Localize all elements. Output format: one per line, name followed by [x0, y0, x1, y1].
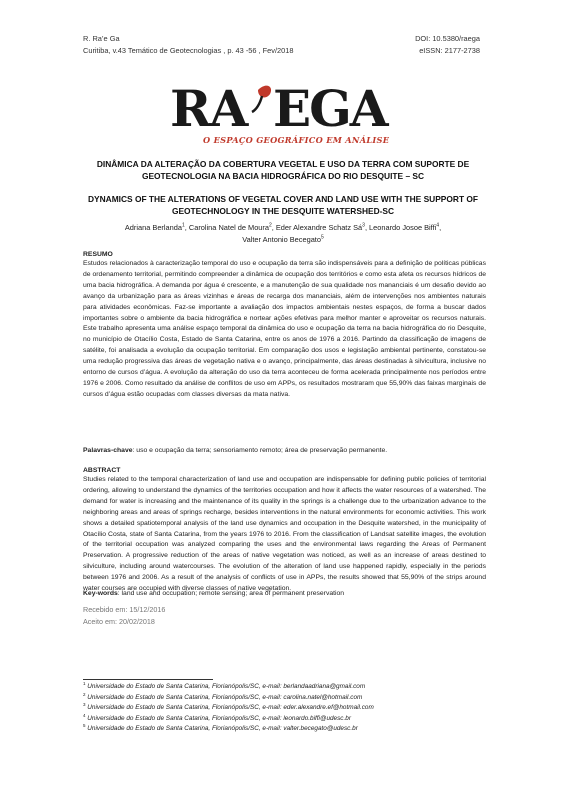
- raega-logo-mark: [170, 80, 400, 132]
- footnote-mark: 1: [83, 680, 86, 686]
- author-name: Adriana Berlanda: [124, 223, 182, 232]
- footnote-text: Universidade do Estado de Santa Catarina, Florianópolis/SC, e-mail: berlandaadriana@gmail.com: [85, 683, 366, 690]
- leaf-apostrophe-icon: [252, 86, 271, 112]
- author-name: Valter Antonio Becegato: [242, 235, 321, 244]
- title-en-line-2: GEOTECHNOLOGY IN THE DESQUITE WATERSHED-SC: [171, 206, 395, 216]
- author-affil-mark: 4: [436, 222, 440, 229]
- doi: DOI: 10.5380/raega: [415, 34, 480, 43]
- resumo-keywords: [83, 446, 486, 457]
- footnote-mark: 2: [83, 691, 86, 697]
- footnote-item: [83, 724, 374, 735]
- logo-tagline: O ESPAÇO GEOGRÁFICO EM ANÁLISE: [203, 135, 390, 145]
- footnote-mark: 4: [83, 712, 86, 718]
- title-en-line-1: DYNAMICS OF THE ALTERATIONS OF VEGETAL COVER AND LAND USE WITH THE SUPPORT OF: [87, 194, 479, 204]
- resumo-heading: RESUMO: [83, 251, 113, 258]
- keywords-label-pt: Palavras-chave: [83, 447, 133, 454]
- footnote-text: Universidade do Estado de Santa Catarina, Florianópolis/SC, e-mail: valter.becegato@udesc.br: [85, 725, 358, 733]
- author-name: Carolina Natel de Moura: [188, 223, 269, 232]
- received-date: Recebido em: 15/12/2016: [83, 605, 166, 614]
- author-name: Leonardo Josoe Biffi: [369, 223, 437, 232]
- author-affil-mark: 1: [181, 222, 185, 229]
- footnote-mark: 5: [83, 723, 86, 729]
- title-pt-line-2: GEOTECNOLOGIA NA BACIA HIDROGRÁFICA DO RIO DESQUITE – SC: [141, 171, 425, 181]
- svg-text:EGA: EGA: [273, 80, 387, 132]
- header-right: [415, 33, 480, 56]
- issue-info: Curitiba, v.43 Temático de Geotecnologias , p. 43 -56 , Fev/2018: [83, 45, 294, 55]
- accepted-date: Aceito em: 20/02/2018: [83, 617, 155, 626]
- footnotes: [83, 682, 374, 735]
- footnote-text: Universidade do Estado de Santa Catarina, Florianópolis/SC, e-mail: leonardo.biffi@udesc.br: [85, 714, 351, 722]
- eissn: eISSN: 2177-2738: [419, 45, 480, 55]
- title-english: [83, 193, 483, 217]
- keywords-pt: : uso e ocupação da terra; sensoriamento remoto; área de preservação permanente.: [132, 447, 388, 454]
- submission-dates: [83, 604, 165, 628]
- author-list: Adriana Berlanda$^1$, Carolina Natel de Moura$^2$, Eder Alexandre Schatz $Sá^3$, Leonardo Josoe Biffi$^4$, Valter Antonio Becegato$^5$: [124, 222, 442, 244]
- author-name: Eder Alexandre Schatz Sá: [275, 223, 363, 232]
- footnote-item: [83, 714, 374, 725]
- title-pt-line-1: DINÂMICA DA ALTERAÇÃO DA COBERTURA VEGETAL E USO DA TERRA COM SUPORTE DE: [96, 159, 470, 169]
- footnote-text: Universidade do Estado de Santa Catarina, Florianópolis/SC, e-mail: carolina.natel@hotmail.com: [85, 693, 363, 701]
- footnote-text: Universidade do Estado de Santa Catarina, Florianópolis/SC, e-mail: eder.alexandre.ef@hotmail.com: [85, 704, 374, 712]
- footnote-divider: [83, 679, 213, 680]
- footnote-item: [83, 682, 374, 693]
- author-affil-mark: 2: [268, 222, 272, 229]
- author-affil-mark: 5: [320, 234, 324, 241]
- abstract-text: Studies related to the temporal characterization of land use and occupation are indispensable for defining public policies of territorial ordering, allowing to understand the dynamics of the territories occupation and how it affects the water resources of a watershed. The demand for water is increasing and the maintenance of its quality in the springs is a challenge due to the urbanization advance to the neighboring areas and areas of springs recharge, besides interventions in the natural environments for economic activities. This work shows a detailed spatiotemporal analysis of the land use dynamics and occupation in the Desquite watershed, in the municipality of Otacílio Costa, state of Santa Catarina, from the years 1976 to 2016. From the classification of Landsat satellite images, the evolution of the territorial occupation was analyzed comparing the uses and the environmental laws regarding the Areas of Permanent Preservation. A progressive reduction of the areas of native vegetation was noticed, as well as an increase of areas destined to silviculture, including around watercourses. The evolution of the alteration of land use happened rapidly, especially in the periods between 1976 and 2006. As a result of the analysis of conflicts of use in APPs, the results showed that 55,90% of the strips around water courses are occupied with diverse classes of native vegetation.: [83, 476, 486, 593]
- keywords-label-en: Key-words: [83, 590, 118, 597]
- keywords-en: : land use and occupation; remote sensing; area of permanent preservation: [117, 590, 345, 597]
- svg-text:RA: RA: [170, 80, 247, 132]
- header-left: [83, 33, 293, 56]
- journal-logo: [170, 80, 400, 155]
- footnote-item: [83, 693, 374, 704]
- footnote-item: [83, 703, 374, 714]
- title-portuguese: [83, 158, 483, 182]
- resumo-text: Estudos relacionados à caracterização temporal do uso e ocupação da terra são indispensáveis para a definição de políticas públicas de ordenamento territorial, permitindo compreender a dinâmica de ocupação dos territórios e como esta afeta os recursos hídricos de uma bacia hidrográfica. A demanda por água é crescente, e a manutenção de sua qualidade nos mananciais é um desafio devido ao avanço da urbanização para as áreas vizinhas e áreas de recarga dos mananciais, além de intervenções nos ambientes naturais para atividades econômicas. Faz-se importante a avaliação dos impactos ambientais nestes espaços, de forma a buscar dados importantes sobre o ambiente da bacia hidrográfica e nortear ações efetivas para melhor manter e aproveitar os recursos naturais. Este trabalho apresenta uma análise espaço temporal da dinâmica do uso e ocupação da terra na bacia hidrográfica do rio Desquite, no município de Otacílio Costa, Estado de Santa Catarina, entre os anos de 1976 a 2016. Partindo da classificação de imagens de satélite, foi analisada a evolução da ocupação territorial. Em comparação dos usos e legislação ambiental pertinente, constatou-se uma redução progressiva das áreas de vegetação nativa e o avanço, principalmente, das áreas destinadas à silvicultura, inclusive no entorno de cursos d’água. A evolução da alteração do uso da terra aconteceu de forma acelerada principalmente nos períodos entre 1976 e 2006. Como resultado da análise de conflitos de uso em APPs, os resultados mostraram que 55,90% das faixas marginais de cursos d’água estão ocupadas com classes diversas da mata nativa.: [83, 260, 486, 398]
- footnote-mark: 3: [83, 702, 86, 708]
- journal-name: R. Ra’e Ga: [83, 34, 120, 43]
- abstract-keywords: [83, 589, 486, 600]
- author-affil-mark: 3: [362, 222, 365, 229]
- abstract-heading: ABSTRACT: [83, 467, 121, 474]
